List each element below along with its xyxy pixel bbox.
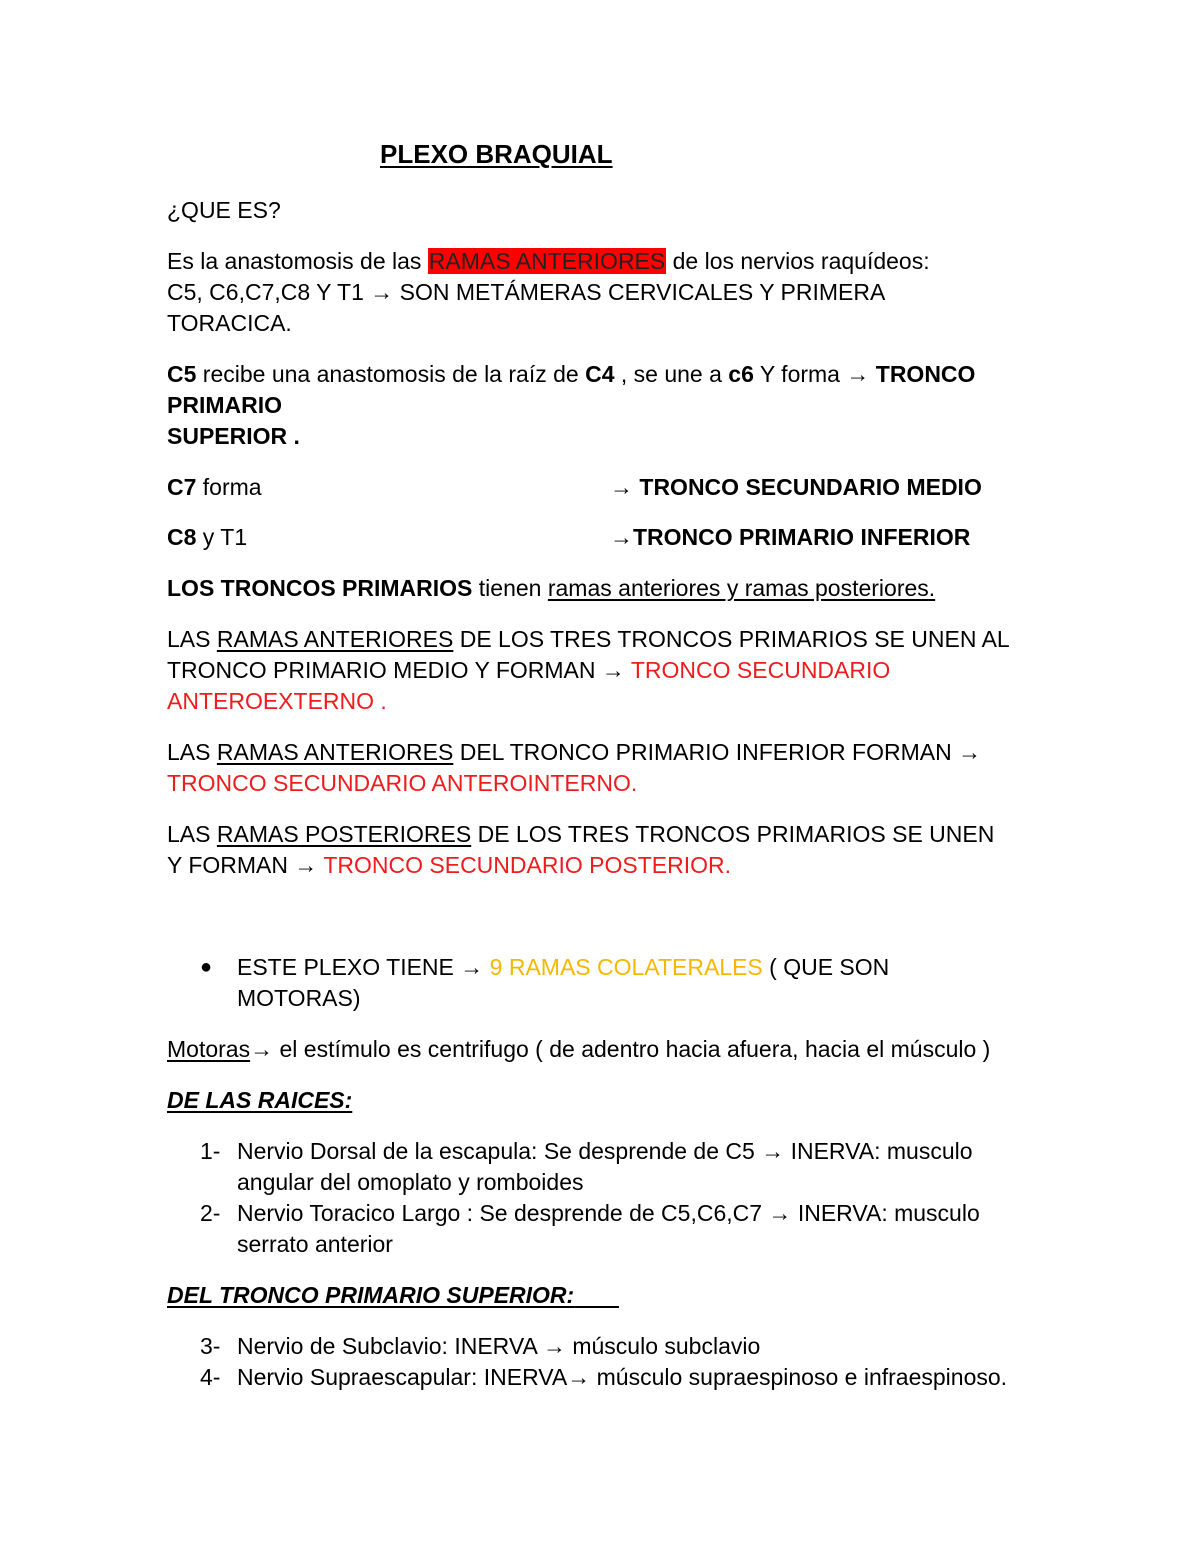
section-heading — [167, 1281, 619, 1309]
list-number: 1- — [200, 1138, 221, 1164]
question-heading: ¿QUE ES? — [167, 197, 281, 223]
red-text: TRONCO SECUNDARIO POSTERIOR. — [323, 852, 731, 878]
yellow-text: 9 RAMAS COLATERALES — [489, 954, 763, 980]
bold-text: c6 — [728, 361, 754, 387]
list-item: Nervio de Subclavio: INERVA → músculo subclavio — [237, 1333, 761, 1359]
paragraph-line — [167, 247, 930, 275]
bullet-icon: ● — [200, 956, 213, 978]
highlighted-text: RAMAS ANTERIORES — [428, 248, 666, 274]
c8-label — [167, 523, 247, 551]
section-heading-text: DEL TRONCO PRIMARIO SUPERIOR: — [167, 1282, 575, 1308]
red-text: TRONCO SECUNDARIO — [630, 657, 891, 683]
text: → el estímulo es centrifugo ( de adentro hacia afuera, hacia el músculo ) — [250, 1036, 991, 1062]
text: LAS — [167, 739, 217, 765]
text: DE LOS TRES TRONCOS PRIMARIOS SE UNEN — [471, 821, 995, 847]
paragraph-line — [167, 656, 890, 684]
bold-text: C4 — [585, 361, 615, 387]
paragraph-line: ANTEROEXTERNO . — [167, 688, 387, 714]
paragraph-line — [167, 820, 994, 848]
list-number: 2- — [200, 1200, 221, 1226]
page-title: PLEXO BRAQUIAL — [380, 139, 613, 169]
paragraph-line: TORACICA. — [167, 310, 292, 336]
list-number: 3- — [200, 1333, 221, 1359]
bold-text: LOS TRONCOS PRIMARIOS — [167, 575, 473, 601]
text: y T1 — [196, 524, 248, 550]
bold-text: TRONCO — [875, 361, 976, 387]
list-item: Nervio Supraescapular: INERVA→ músculo supraespinoso e infraespinoso. — [237, 1364, 1008, 1390]
text: LAS — [167, 821, 217, 847]
bullet-line — [237, 953, 889, 981]
underlined-text: RAMAS POSTERIORES — [216, 821, 472, 847]
text: Y forma → — [753, 361, 876, 387]
paragraph-line: TRONCO SECUNDARIO ANTEROINTERNO. — [167, 770, 638, 796]
text: tienen — [472, 575, 548, 601]
text: recibe una anastomosis de la raíz de — [196, 361, 586, 387]
text: Y FORMAN → — [167, 852, 324, 878]
heading-trailing-space — [574, 1282, 619, 1308]
text: TRONCO PRIMARIO MEDIO Y FORMAN → — [167, 657, 631, 683]
paragraph-line: PRIMARIO — [167, 392, 282, 418]
text: de los nervios raquídeos: — [666, 248, 930, 274]
text: forma — [196, 474, 262, 500]
list-item: Nervio Toracico Largo : Se desprende de C5,C6,C7 → INERVA: musculo — [237, 1200, 980, 1226]
paragraph-line — [167, 625, 1010, 653]
text: ESTE PLEXO TIENE → — [237, 954, 490, 980]
underlined-text: RAMAS ANTERIORES — [216, 739, 454, 765]
paragraph-line: C5, C6,C7,C8 Y T1 → SON METÁMERAS CERVICALES Y PRIMERA — [167, 279, 886, 305]
c7-label — [167, 473, 262, 501]
paragraph-line — [167, 574, 935, 602]
paragraph-line — [167, 1035, 990, 1063]
list-item: serrato anterior — [237, 1231, 393, 1257]
underlined-text: ramas anteriores y ramas posteriores. — [547, 575, 936, 601]
bold-text: C8 — [167, 524, 197, 550]
c7-result: → TRONCO SECUNDARIO MEDIO — [610, 474, 982, 500]
paragraph-line — [167, 851, 731, 879]
section-heading: DE LAS RAICES: — [167, 1087, 353, 1113]
underlined-text: RAMAS ANTERIORES — [216, 626, 454, 652]
bullet-line: MOTORAS) — [237, 985, 361, 1011]
underlined-text: Motoras — [167, 1036, 251, 1062]
list-number: 4- — [200, 1364, 221, 1390]
bold-text: C7 — [167, 474, 197, 500]
text: LAS — [167, 626, 217, 652]
paragraph-line — [167, 738, 981, 766]
text: Es la anastomosis de las — [167, 248, 428, 274]
c8-result: →TRONCO PRIMARIO INFERIOR — [610, 524, 971, 550]
text: ( QUE SON — [762, 954, 890, 980]
list-item: Nervio Dorsal de la escapula: Se desprende de C5 → INERVA: musculo — [237, 1138, 973, 1164]
text: , se une a — [614, 361, 729, 387]
paragraph-line: SUPERIOR . — [167, 423, 300, 449]
paragraph-line — [167, 360, 975, 388]
bold-text: C5 — [167, 361, 197, 387]
text: DEL TRONCO PRIMARIO INFERIOR FORMAN → — [453, 739, 982, 765]
text: DE LOS TRES TRONCOS PRIMARIOS SE UNEN AL — [453, 626, 1010, 652]
list-item: angular del omoplato y romboides — [237, 1169, 584, 1195]
